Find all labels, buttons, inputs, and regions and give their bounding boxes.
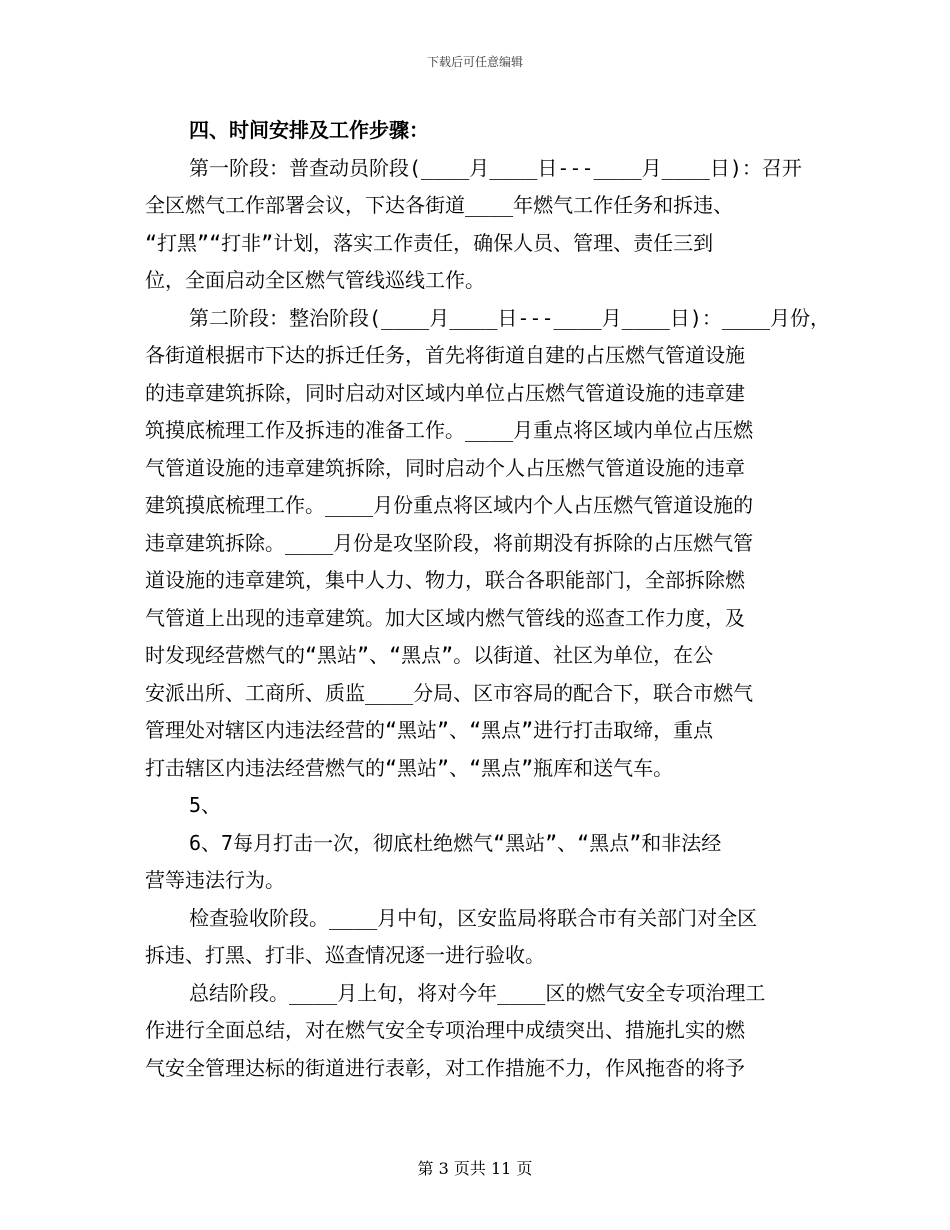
text-line: 总结阶段。____月上旬，将对今年____区的燃气安全专项治理工 — [189, 980, 766, 1005]
text-line: 全区燃气工作部署会议，下达各街道____年燃气工作任务和拆违、 — [145, 193, 734, 217]
text-line: 位，全面启动全区燃气管线巡线工作。 — [145, 268, 485, 292]
text-line: 时发现经营燃气的“黑站”、“黑点”。以街道、社区为单位，在公 — [145, 643, 714, 667]
text-line: 6、7每月打击一次，彻底杜绝燃气“黑站”、“黑点”和非法经 — [189, 830, 722, 855]
text-line: 各街道根据市下达的拆迁任务，首先将街道自建的占压燃气管道设施 — [145, 343, 745, 367]
text-line: 拆违、打黑、打非、巡查情况逐一进行验收。 — [145, 943, 545, 967]
text-line: 安派出所、工商所、质监____分局、区市容局的配合下，联合市燃气 — [145, 680, 754, 705]
text-line: 气管道上出现的违章建筑。加大区域内燃气管线的巡查工作力度，及 — [145, 605, 745, 630]
text-line: 检查验收阶段。____月中旬，区安监局将联合市有关部门对全区 — [189, 905, 758, 930]
text-line: 5、 — [189, 793, 222, 817]
text-line: 筑摸底梳理工作及拆违的准备工作。____月重点将区域内单位占压燃 — [145, 418, 754, 442]
section-heading: 四、时间安排及工作步骤： — [189, 118, 429, 142]
text-line: 第二阶段：整治阶段(____月____日---____月____日)：____月份， — [189, 305, 831, 330]
text-line: 管理处对辖区内违法经营的“黑站”、“黑点”进行打击取缔，重点 — [145, 718, 714, 742]
page-footer: 第 3 页共 11 页 — [417, 1159, 533, 1178]
text-line: 打击辖区内违法经营燃气的“黑站”、“黑点”瓶库和送气车。 — [145, 755, 674, 780]
text-line: 气安全管理达标的街道进行表彰，对工作措施不力，作风拖沓的将予 — [145, 1055, 745, 1080]
text-line: 气管道设施的违章建筑拆除，同时启动个人占压燃气管道设施的违章 — [145, 455, 745, 480]
text-line: 第一阶段：普查动员阶段(____月____日---____月____日)：召开 — [189, 155, 802, 180]
text-line: 道设施的违章建筑，集中人力、物力，联合各职能部门，全部拆除燃 — [145, 568, 745, 592]
text-line: “打黑”“打非”计划，落实工作责任，确保人员、管理、责任三到 — [145, 230, 714, 255]
text-line: 违章建筑拆除。____月份是攻坚阶段，将前期没有拆除的占压燃气管 — [145, 530, 754, 555]
text-line: 营等违法行为。 — [145, 868, 285, 892]
body-text — [145, 112, 831, 1087]
text-line: 作进行全面总结，对在燃气安全专项治理中成绩突出、措施扎实的燃 — [145, 1018, 745, 1042]
text-line: 建筑摸底梳理工作。____月份重点将区域内个人占压燃气管道设施的 — [145, 493, 754, 517]
text-line: 的违章建筑拆除，同时启动对区域内单位占压燃气管道设施的违章建 — [145, 380, 745, 405]
page-header: 下载后可任意编辑 — [426, 55, 523, 69]
